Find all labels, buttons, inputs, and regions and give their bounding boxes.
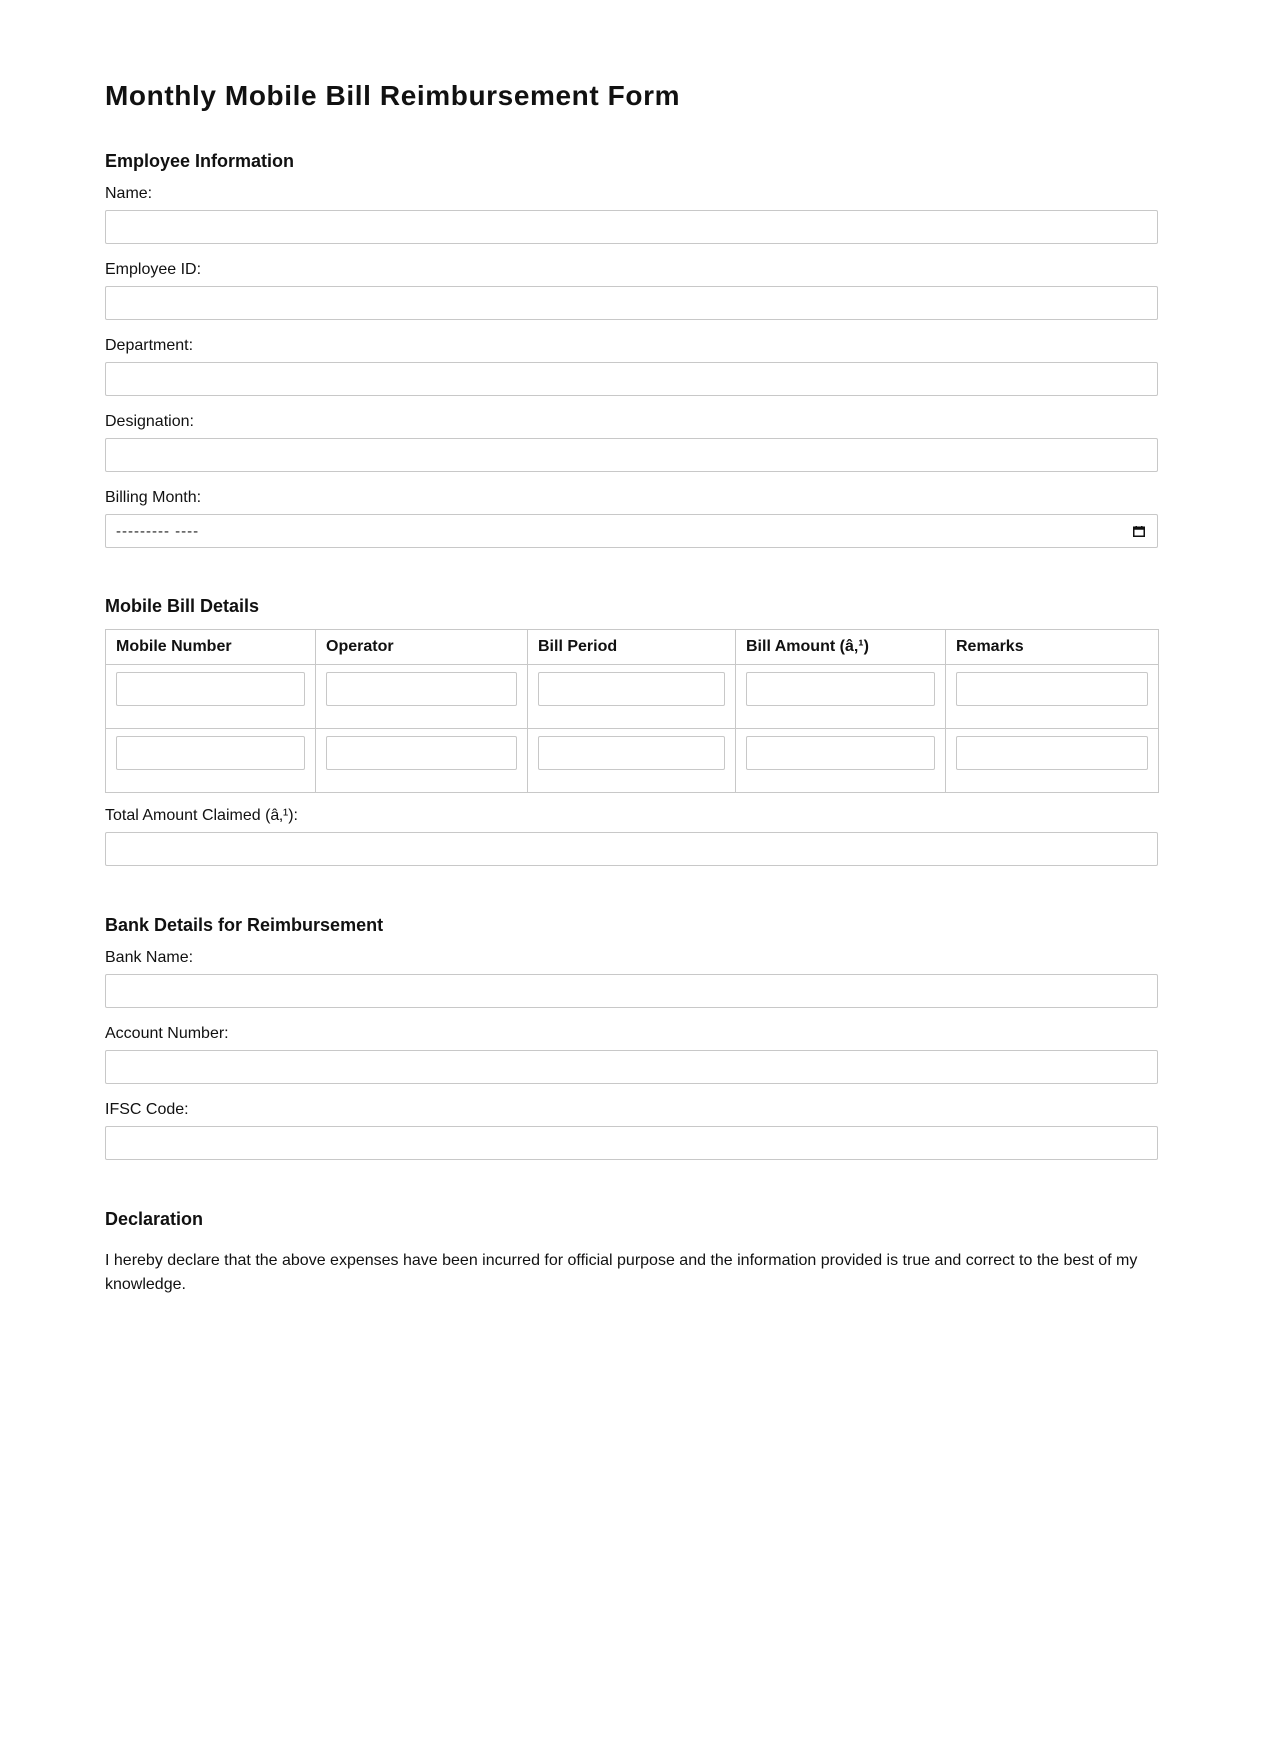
table-cell — [106, 729, 316, 793]
table-header-row — [106, 630, 1159, 665]
remarks-input[interactable] — [956, 672, 1148, 706]
employee-id-label: Employee ID: — [105, 261, 202, 278]
name-label: Name: — [105, 185, 153, 202]
column-header-remarks: Remarks — [946, 630, 1159, 665]
table-cell — [316, 665, 528, 729]
table-cell — [736, 665, 946, 729]
ifsc-code-input[interactable] — [105, 1126, 1158, 1160]
total-amount-input[interactable] — [105, 832, 1158, 866]
table-row — [106, 665, 1159, 729]
table-cell — [946, 729, 1159, 793]
bill-amount-input[interactable] — [746, 736, 935, 770]
operator-input[interactable] — [326, 736, 517, 770]
declaration-heading: Declaration — [105, 1209, 204, 1229]
column-header-bill-period: Bill Period — [528, 630, 736, 665]
mobile-number-input[interactable] — [116, 736, 305, 770]
billing-month-label: Billing Month: — [105, 489, 202, 506]
table-cell — [946, 665, 1159, 729]
bill-period-input[interactable] — [538, 736, 725, 770]
bill-details-heading: Mobile Bill Details — [105, 596, 260, 616]
ifsc-code-label: IFSC Code: — [105, 1101, 189, 1118]
bill-period-input[interactable] — [538, 672, 725, 706]
column-header-mobile-number: Mobile Number — [106, 630, 316, 665]
employee-id-input[interactable] — [105, 286, 1158, 320]
account-number-label: Account Number: — [105, 1025, 229, 1042]
name-input[interactable] — [105, 210, 1158, 244]
column-header-operator: Operator — [316, 630, 528, 665]
page-title: Monthly Mobile Bill Reimbursement Form — [105, 80, 681, 111]
billing-month-input[interactable] — [105, 514, 1158, 548]
table-cell — [316, 729, 528, 793]
table-cell — [528, 729, 736, 793]
bill-details-table — [105, 629, 1159, 793]
table-cell — [106, 665, 316, 729]
department-input[interactable] — [105, 362, 1158, 396]
operator-input[interactable] — [326, 672, 517, 706]
table-row — [106, 729, 1159, 793]
declaration-text: I hereby declare that the above expenses have been incurred for official purpose and the information provided is true and correct to the best of my knowledge. — [105, 1252, 1138, 1293]
table-cell — [528, 665, 736, 729]
column-header-bill-amount: Bill Amount (â‚¹) — [736, 630, 946, 665]
designation-label: Designation: — [105, 413, 194, 430]
mobile-number-input[interactable] — [116, 672, 305, 706]
employee-info-heading: Employee Information — [105, 151, 295, 171]
bill-amount-input[interactable] — [746, 672, 935, 706]
bank-details-heading: Bank Details for Reimbursement — [105, 915, 384, 935]
remarks-input[interactable] — [956, 736, 1148, 770]
designation-input[interactable] — [105, 438, 1158, 472]
table-cell — [736, 729, 946, 793]
calendar-icon[interactable] — [1133, 526, 1145, 537]
bank-name-label: Bank Name: — [105, 949, 194, 966]
bank-name-input[interactable] — [105, 974, 1158, 1008]
account-number-input[interactable] — [105, 1050, 1158, 1084]
total-amount-label: Total Amount Claimed (â‚¹): — [105, 807, 298, 824]
department-label: Department: — [105, 337, 194, 354]
billing-month-placeholder: --------- ---- — [116, 522, 200, 540]
